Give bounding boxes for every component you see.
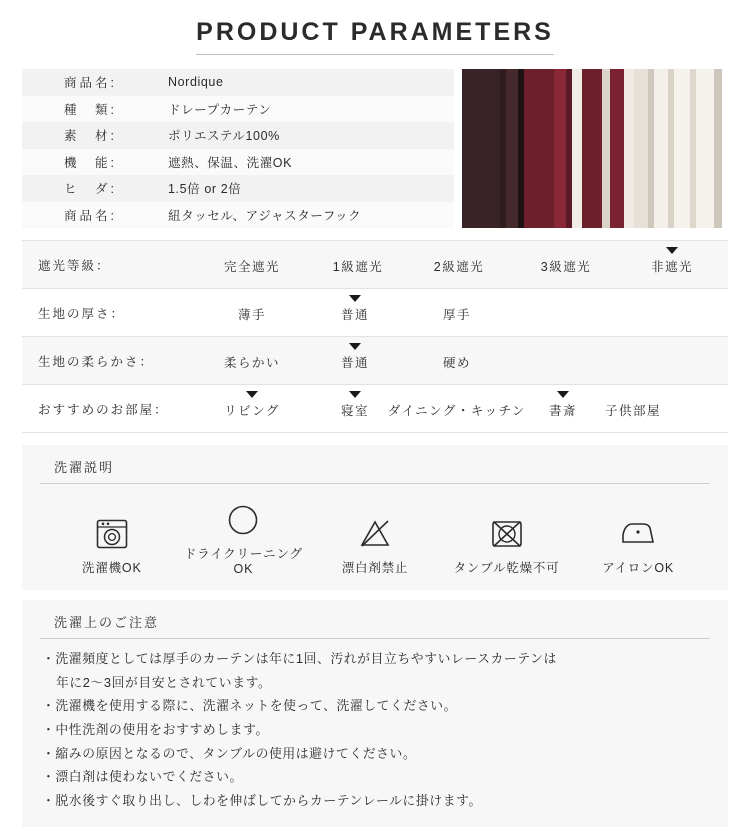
wash-note-text: ・洗濯機を使用する際に、洗濯ネットを使って、洗濯してください。	[42, 698, 458, 714]
attribute-row	[22, 385, 728, 433]
wash-note-text: ・漂白剤は使わないでください。	[42, 769, 243, 785]
wash-instructions-panel	[22, 445, 728, 590]
spec-row	[22, 202, 454, 229]
attribute-row	[22, 337, 728, 385]
attribute-label: 遮光等級：	[38, 258, 111, 273]
selection-marker-icon	[557, 391, 569, 398]
selection-marker-icon	[349, 295, 361, 302]
attribute-option[interactable]: 普通	[340, 355, 370, 370]
attribute-option[interactable]: ダイニング・キッチン	[387, 403, 527, 418]
page-title: PRODUCT PARAMETERS	[196, 18, 554, 55]
spec-value: 遮熱、保温、洗濯OK	[168, 155, 293, 170]
attribute-options	[182, 385, 728, 432]
spec-row	[22, 149, 454, 176]
spec-key: 商品名:	[64, 208, 117, 223]
spec-key: ヒ ダ:	[64, 182, 117, 197]
spec-value: ポリエステル100%	[168, 129, 280, 144]
spec-key: 種 類:	[64, 102, 117, 117]
attribute-options	[182, 289, 728, 336]
attribute-option[interactable]: 子供部屋	[604, 403, 662, 418]
spec-key: 素 材:	[64, 129, 117, 144]
spec-value: ドレープカーテン	[168, 102, 272, 117]
wash-note-text: ・脱水後すぐ取り出し、しわを伸ばしてからカーテンレールに掛けます。	[42, 793, 482, 809]
wash-instruction-item	[309, 512, 441, 576]
spec-value: 紐タッセル、アジャスターフック	[168, 208, 362, 223]
product-fabric-image	[462, 69, 722, 228]
wash-instruction-label: 漂白剤禁止	[341, 561, 409, 575]
spec-key: 機 能:	[64, 155, 117, 170]
wash-note-item	[42, 694, 710, 718]
attribute-options	[182, 337, 728, 384]
attribute-option[interactable]: リビング	[224, 403, 280, 418]
no-tumble-dry-icon	[441, 512, 573, 556]
wash-note-item	[42, 742, 710, 766]
wash-note-item	[42, 765, 710, 789]
selection-marker-icon	[349, 343, 361, 350]
wash-notes-list	[40, 647, 710, 813]
iron-icon	[572, 512, 704, 556]
wash-instruction-item	[441, 512, 573, 576]
attribute-label: おすすめのお部屋：	[38, 402, 169, 417]
wash-instruction-label: ドライクリーニングOK	[183, 547, 303, 576]
spec-row	[22, 122, 454, 149]
attribute-label: 生地の厚さ：	[38, 306, 126, 321]
selection-marker-icon	[246, 391, 258, 398]
wash-note-item	[42, 789, 710, 813]
attribute-rows	[22, 240, 728, 433]
attribute-option[interactable]: 3級遮光	[540, 259, 592, 274]
no-bleach-icon	[309, 512, 441, 556]
spec-row	[22, 69, 454, 96]
wash-notes-heading: 洗濯上のご注意	[40, 612, 710, 639]
wash-note-item	[42, 647, 710, 694]
wash-instruction-item	[46, 512, 178, 576]
wash-notes-panel	[22, 600, 728, 827]
attribute-option[interactable]: 書斎	[548, 403, 578, 418]
attribute-option[interactable]: 寝室	[340, 403, 370, 418]
attribute-option[interactable]: 1級遮光	[332, 259, 384, 274]
wash-instructions-heading: 洗濯説明	[40, 457, 710, 484]
wash-note-item	[42, 718, 710, 742]
page-title-wrap	[0, 0, 750, 55]
wash-note-text: ・洗濯頻度としては厚手のカーテンは年に1回、汚れが目立ちやすいレースカーテンは	[42, 651, 557, 666]
selection-marker-icon	[666, 247, 678, 254]
dry-clean-circle-icon	[178, 498, 310, 542]
wash-instruction-label: タンブル乾燥不可	[453, 561, 560, 575]
wash-instruction-item	[178, 498, 310, 576]
spec-row	[22, 175, 454, 202]
spec-table	[22, 69, 454, 228]
attribute-options	[182, 241, 728, 288]
spec-value: 1.5倍 or 2倍	[168, 182, 242, 197]
wash-instruction-item	[572, 512, 704, 576]
spec-section	[22, 69, 728, 228]
wash-instruction-label: アイロンOK	[602, 561, 675, 575]
attribute-row	[22, 241, 728, 289]
wash-instruction-label: 洗濯機OK	[82, 561, 142, 575]
attribute-row	[22, 289, 728, 337]
attribute-option[interactable]: 硬め	[442, 355, 472, 370]
spec-row	[22, 96, 454, 123]
attribute-option[interactable]: 非遮光	[650, 259, 694, 274]
selection-marker-icon	[349, 391, 361, 398]
spec-key: 商品名:	[64, 76, 117, 91]
attribute-option[interactable]: 厚手	[442, 307, 472, 322]
wash-note-text-continued: 年に2〜3回が目安とされています。	[56, 674, 272, 690]
attribute-option[interactable]: 完全遮光	[223, 259, 281, 274]
wash-note-text: ・中性洗剤の使用をおすすめします。	[42, 722, 269, 738]
spec-value: Nordique	[168, 75, 224, 90]
attribute-option[interactable]: 柔らかい	[223, 355, 281, 370]
attribute-label: 生地の柔らかさ：	[38, 354, 155, 369]
attribute-option[interactable]: 薄手	[237, 307, 267, 322]
attribute-option[interactable]: 普通	[340, 307, 370, 322]
washing-machine-icon	[46, 512, 178, 556]
attribute-option[interactable]: 2級遮光	[433, 259, 485, 274]
wash-note-text: ・縮みの原因となるので、タンブルの使用は避けてください。	[42, 745, 417, 761]
